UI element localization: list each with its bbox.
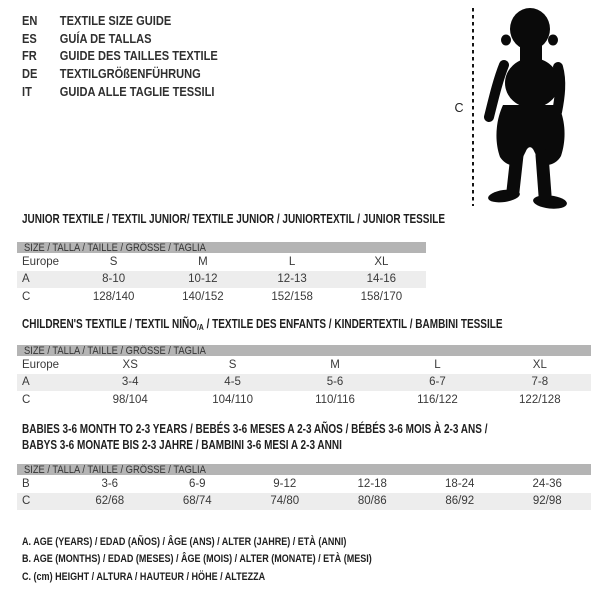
table-cell: 6-7 bbox=[429, 376, 446, 389]
table-cell: 98/104 bbox=[112, 393, 148, 406]
language-title: GUÍA DE TALLAS bbox=[59, 30, 152, 46]
language-row-en bbox=[22, 12, 218, 30]
language-title: GUIDE DES TAILLES TEXTILE bbox=[59, 48, 218, 64]
children-title-pre: CHILDREN'S TEXTILE / TEXTIL NIÑO bbox=[22, 317, 197, 331]
column-header: XL bbox=[374, 255, 389, 268]
table-row-height bbox=[17, 288, 426, 306]
table-cell: 158/170 bbox=[360, 290, 403, 303]
footnote-height-cm: C. (cm) HEIGHT / ALTURA / HAUTEUR / HÖHE / ALTEZZA bbox=[22, 570, 266, 583]
toddler-silhouette-image bbox=[484, 5, 574, 211]
region-label: Europe bbox=[22, 358, 60, 371]
table-row-age-months bbox=[17, 475, 591, 493]
table-cell: 14-16 bbox=[366, 273, 397, 286]
size-header-label: SIZE / TALLA / TAILLE / GRÖSSE / TAGLIA bbox=[24, 463, 206, 476]
table-cell: 12-13 bbox=[277, 273, 307, 286]
language-title: TEXTILE SIZE GUIDE bbox=[59, 13, 172, 29]
babies-size-table bbox=[17, 464, 591, 510]
language-code: EN bbox=[22, 13, 38, 29]
table-row-columns bbox=[17, 253, 426, 271]
table-cell: 5-6 bbox=[326, 376, 344, 389]
table-cell: 122/128 bbox=[519, 393, 561, 406]
language-row-it bbox=[22, 82, 218, 100]
language-title-block bbox=[22, 12, 255, 100]
region-label: Europe bbox=[22, 255, 60, 268]
table-cell: 68/74 bbox=[182, 495, 212, 508]
column-header: XL bbox=[532, 358, 547, 371]
row-label: C bbox=[22, 495, 31, 508]
table-cell: 140/152 bbox=[182, 290, 224, 303]
language-title: TEXTILGRÖßENFÜHRUNG bbox=[59, 66, 201, 82]
junior-section-title: JUNIOR TEXTILE / TEXTIL JUNIOR/ TEXTILE JUNIOR / JUNIORTEXTIL / JUNIOR TESSILE bbox=[22, 212, 446, 226]
size-header-bar bbox=[17, 242, 426, 253]
children-section-title bbox=[22, 317, 503, 332]
table-cell: 110/116 bbox=[315, 393, 355, 406]
table-cell: 6-9 bbox=[188, 477, 206, 490]
language-code: DE bbox=[22, 66, 38, 82]
language-row-de bbox=[22, 65, 218, 83]
column-header: M bbox=[330, 358, 340, 371]
column-header: L bbox=[288, 255, 296, 268]
children-size-table bbox=[17, 345, 591, 409]
table-cell: 9-12 bbox=[273, 477, 297, 490]
row-label: C bbox=[22, 290, 31, 303]
size-header-bar bbox=[17, 345, 591, 356]
table-row-height bbox=[17, 493, 591, 511]
language-row-es bbox=[22, 30, 218, 48]
table-cell: 104/110 bbox=[212, 393, 253, 406]
language-row-fr bbox=[22, 47, 218, 65]
size-header-label: SIZE / TALLA / TAILLE / GRÖSSE / TAGLIA bbox=[24, 344, 206, 357]
table-cell: 4-5 bbox=[224, 376, 241, 389]
row-label: A bbox=[22, 376, 30, 389]
junior-size-table bbox=[17, 242, 426, 306]
language-code: ES bbox=[22, 30, 37, 46]
size-header-bar bbox=[17, 464, 591, 475]
table-cell: 3-6 bbox=[101, 477, 119, 490]
language-title: GUIDA ALLE TAGLIE TESSILI bbox=[59, 83, 215, 99]
table-cell: 8-10 bbox=[102, 273, 126, 286]
size-header-label: SIZE / TALLA / TAILLE / GRÖSSE / TAGLIA bbox=[24, 241, 206, 254]
row-label: B bbox=[22, 477, 30, 490]
table-cell: 3-4 bbox=[121, 376, 139, 389]
table-cell: 10-12 bbox=[188, 273, 218, 286]
footnote-age-months: B. AGE (MONTHS) / EDAD (MESES) / ÂGE (MOIS) / ALTER (MONATE) / ETÀ (MESI) bbox=[22, 553, 372, 566]
language-code: FR bbox=[22, 48, 37, 64]
column-header: M bbox=[198, 255, 208, 268]
table-cell: 116/122 bbox=[417, 393, 458, 406]
column-header: S bbox=[228, 358, 237, 371]
table-cell: 128/140 bbox=[92, 290, 135, 303]
table-cell: 7-8 bbox=[531, 376, 549, 389]
row-label: C bbox=[22, 393, 31, 406]
table-cell: 18-24 bbox=[445, 477, 475, 490]
table-cell: 86/92 bbox=[445, 495, 475, 508]
table-row-age bbox=[17, 374, 591, 392]
language-code: IT bbox=[22, 83, 32, 99]
height-measure-dashed-line bbox=[472, 8, 474, 206]
table-row-age bbox=[17, 271, 426, 289]
table-cell: 62/68 bbox=[95, 495, 125, 508]
table-cell: 12-18 bbox=[357, 477, 387, 490]
table-cell: 152/158 bbox=[271, 290, 313, 303]
children-title-post: / TEXTILE DES ENFANTS / KINDERTEXTIL / BAMBINI TESSILE bbox=[203, 317, 503, 331]
column-header: L bbox=[434, 358, 441, 371]
children-title-subscript: /A bbox=[196, 322, 204, 332]
table-cell: 74/80 bbox=[270, 495, 300, 508]
table-cell: 80/86 bbox=[357, 495, 387, 508]
babies-section-title bbox=[22, 422, 487, 453]
table-row-columns bbox=[17, 356, 591, 374]
row-label: A bbox=[22, 273, 30, 286]
column-header: S bbox=[109, 255, 118, 268]
height-measure-label: C bbox=[454, 101, 464, 115]
column-header: XS bbox=[122, 358, 138, 371]
table-row-height bbox=[17, 391, 591, 409]
babies-title-line2: BABYS 3-6 MONATE BIS 2-3 JAHRE / BAMBINI 3-6 MESI A 2-3 ANNI bbox=[22, 437, 342, 452]
table-cell: 92/98 bbox=[532, 495, 562, 508]
table-cell: 24-36 bbox=[532, 477, 562, 490]
babies-title-line1: BABIES 3-6 MONTH TO 2-3 YEARS / BEBÉS 3-6 MESES A 2-3 AÑOS / BÉBÉS 3-6 MOIS À 2-3 ANS / bbox=[22, 422, 488, 436]
footnotes-block bbox=[22, 536, 449, 588]
footnote-age-years: A. AGE (YEARS) / EDAD (AÑOS) / ÂGE (ANS) / ALTER (JAHRE) / ETÀ (ANNI) bbox=[22, 536, 347, 548]
